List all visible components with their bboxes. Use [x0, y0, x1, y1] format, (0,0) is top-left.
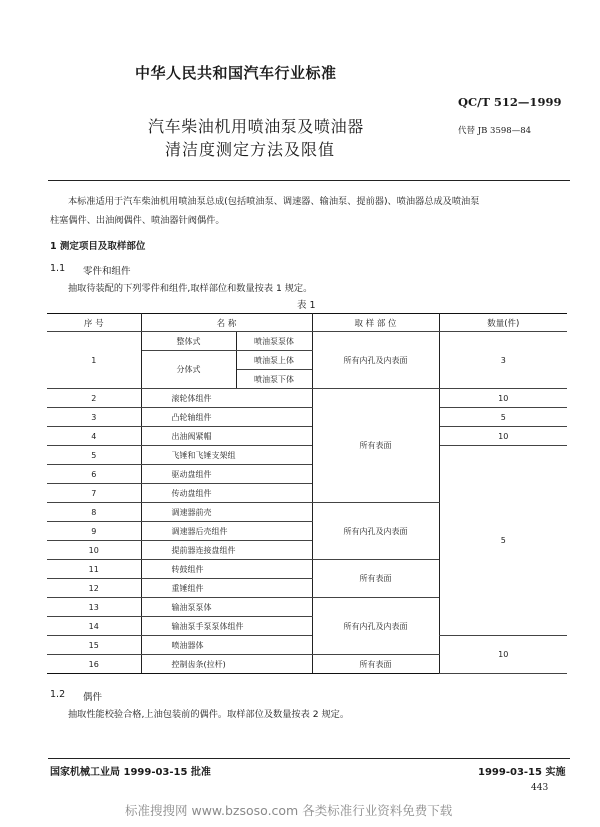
header-sampling: 取 样 部 位 — [312, 314, 439, 332]
approval-line: 国家机械工业局 1999-03-15 批准 — [50, 767, 211, 778]
page-title-line1: 汽车柴油机用喷油泵及喷油器 — [148, 117, 364, 136]
row-name: 输油泵泵体 — [141, 598, 312, 617]
row-name: 凸轮轴组件 — [141, 408, 312, 427]
row-quantity: 5 — [439, 446, 567, 636]
header-seq: 序 号 — [47, 314, 141, 332]
row-name: 传动盘组件 — [141, 484, 312, 503]
row-name: 出油阀紧帽 — [141, 427, 312, 446]
row-name-part: 喷油泵下体 — [236, 370, 312, 389]
row-name: 重锤组件 — [141, 579, 312, 598]
table-row — [47, 446, 567, 465]
row-name: 转鼓组件 — [141, 560, 312, 579]
row-seq: 10 — [47, 541, 141, 560]
row-seq: 3 — [47, 408, 141, 427]
row-name-part: 喷油泵上体 — [236, 351, 312, 370]
subsection-1-2-text: 抽取性能校验合格,上油包装前的偶件。取样部位及数量按表 2 规定。 — [68, 709, 350, 720]
effective-date: 1999-03-15 实施 — [478, 767, 566, 778]
header-quantity: 数量(件) — [439, 314, 567, 332]
row-seq: 14 — [47, 617, 141, 636]
row-seq: 13 — [47, 598, 141, 617]
row-quantity: 10 — [439, 636, 567, 674]
row-seq: 1 — [47, 332, 141, 389]
row-quantity: 10 — [439, 389, 567, 408]
replaces-standard: 代替 JB 3598—84 — [458, 126, 532, 136]
table-1-caption: 表 1 — [297, 300, 316, 311]
row-seq: 2 — [47, 389, 141, 408]
intro-line-1: 本标准适用于汽车柴油机用喷油泵总成(包括喷油泵、调速器、输油泵、提前器)、喷油器总成及喷油泵 — [68, 196, 480, 207]
row-name-type: 整体式 — [141, 332, 236, 351]
row-seq: 9 — [47, 522, 141, 541]
row-name-part: 喷油泵泵体 — [236, 332, 312, 351]
table-row — [47, 408, 567, 427]
subsection-1-2-number: 1.2 — [50, 689, 66, 700]
row-seq: 16 — [47, 655, 141, 674]
table-row — [47, 636, 567, 655]
page-number: 443 — [531, 783, 549, 793]
row-name: 滚轮体组件 — [141, 389, 312, 408]
subsection-1-2-title: 偶件 — [83, 692, 103, 703]
row-name: 调速器后壳组件 — [141, 522, 312, 541]
row-name: 输油泵手泵泵体组件 — [141, 617, 312, 636]
subsection-1-1-text: 抽取待装配的下列零件和组件,取样部位和数量按表 1 规定。 — [68, 283, 313, 294]
header-name: 名 称 — [141, 314, 312, 332]
row-seq: 5 — [47, 446, 141, 465]
row-seq: 12 — [47, 579, 141, 598]
table-row — [47, 332, 567, 351]
org-title: 中华人民共和国汽车行业标准 — [135, 64, 337, 82]
table-1 — [47, 313, 567, 674]
standard-number: QC/T 512—1999 — [458, 95, 562, 109]
table-header-row — [47, 314, 567, 332]
row-seq: 15 — [47, 636, 141, 655]
intro-line-2: 柱塞偶件、出油阀偶件、喷油器针阀偶件。 — [50, 215, 225, 226]
row-sampling: 所有内孔及内表面 — [312, 332, 439, 389]
row-sampling: 所有内孔及内表面 — [312, 598, 439, 655]
page-title-line2: 清洁度测定方法及限值 — [165, 140, 336, 159]
table-row — [47, 389, 567, 408]
row-name: 驱动盘组件 — [141, 465, 312, 484]
row-sampling: 所有表面 — [312, 655, 439, 674]
row-seq: 11 — [47, 560, 141, 579]
row-name: 喷油器体 — [141, 636, 312, 655]
footer-rule — [48, 758, 570, 759]
row-seq: 4 — [47, 427, 141, 446]
table-row — [47, 427, 567, 446]
row-name: 提前器连接盘组件 — [141, 541, 312, 560]
row-sampling: 所有内孔及内表面 — [312, 503, 439, 560]
header-rule — [48, 180, 570, 181]
subsection-1-1-number: 1.1 — [50, 263, 66, 274]
section-1-heading: 1 测定项目及取样部位 — [50, 241, 146, 252]
row-seq: 7 — [47, 484, 141, 503]
row-quantity: 3 — [439, 332, 567, 389]
row-name: 控制齿条(拉杆) — [141, 655, 312, 674]
row-sampling: 所有表面 — [312, 389, 439, 503]
row-sampling: 所有表面 — [312, 560, 439, 598]
row-name: 飞锤和飞锤支架组 — [141, 446, 312, 465]
row-name-type: 分体式 — [141, 351, 236, 389]
row-quantity: 5 — [439, 408, 567, 427]
row-seq: 6 — [47, 465, 141, 484]
row-seq: 8 — [47, 503, 141, 522]
subsection-1-1-title: 零件和组件 — [83, 266, 131, 277]
row-name: 调速器前壳 — [141, 503, 312, 522]
watermark-text: 标准搜搜网 www.bzsoso.com 各类标准行业资料免费下载 — [125, 803, 453, 818]
row-quantity: 10 — [439, 427, 567, 446]
